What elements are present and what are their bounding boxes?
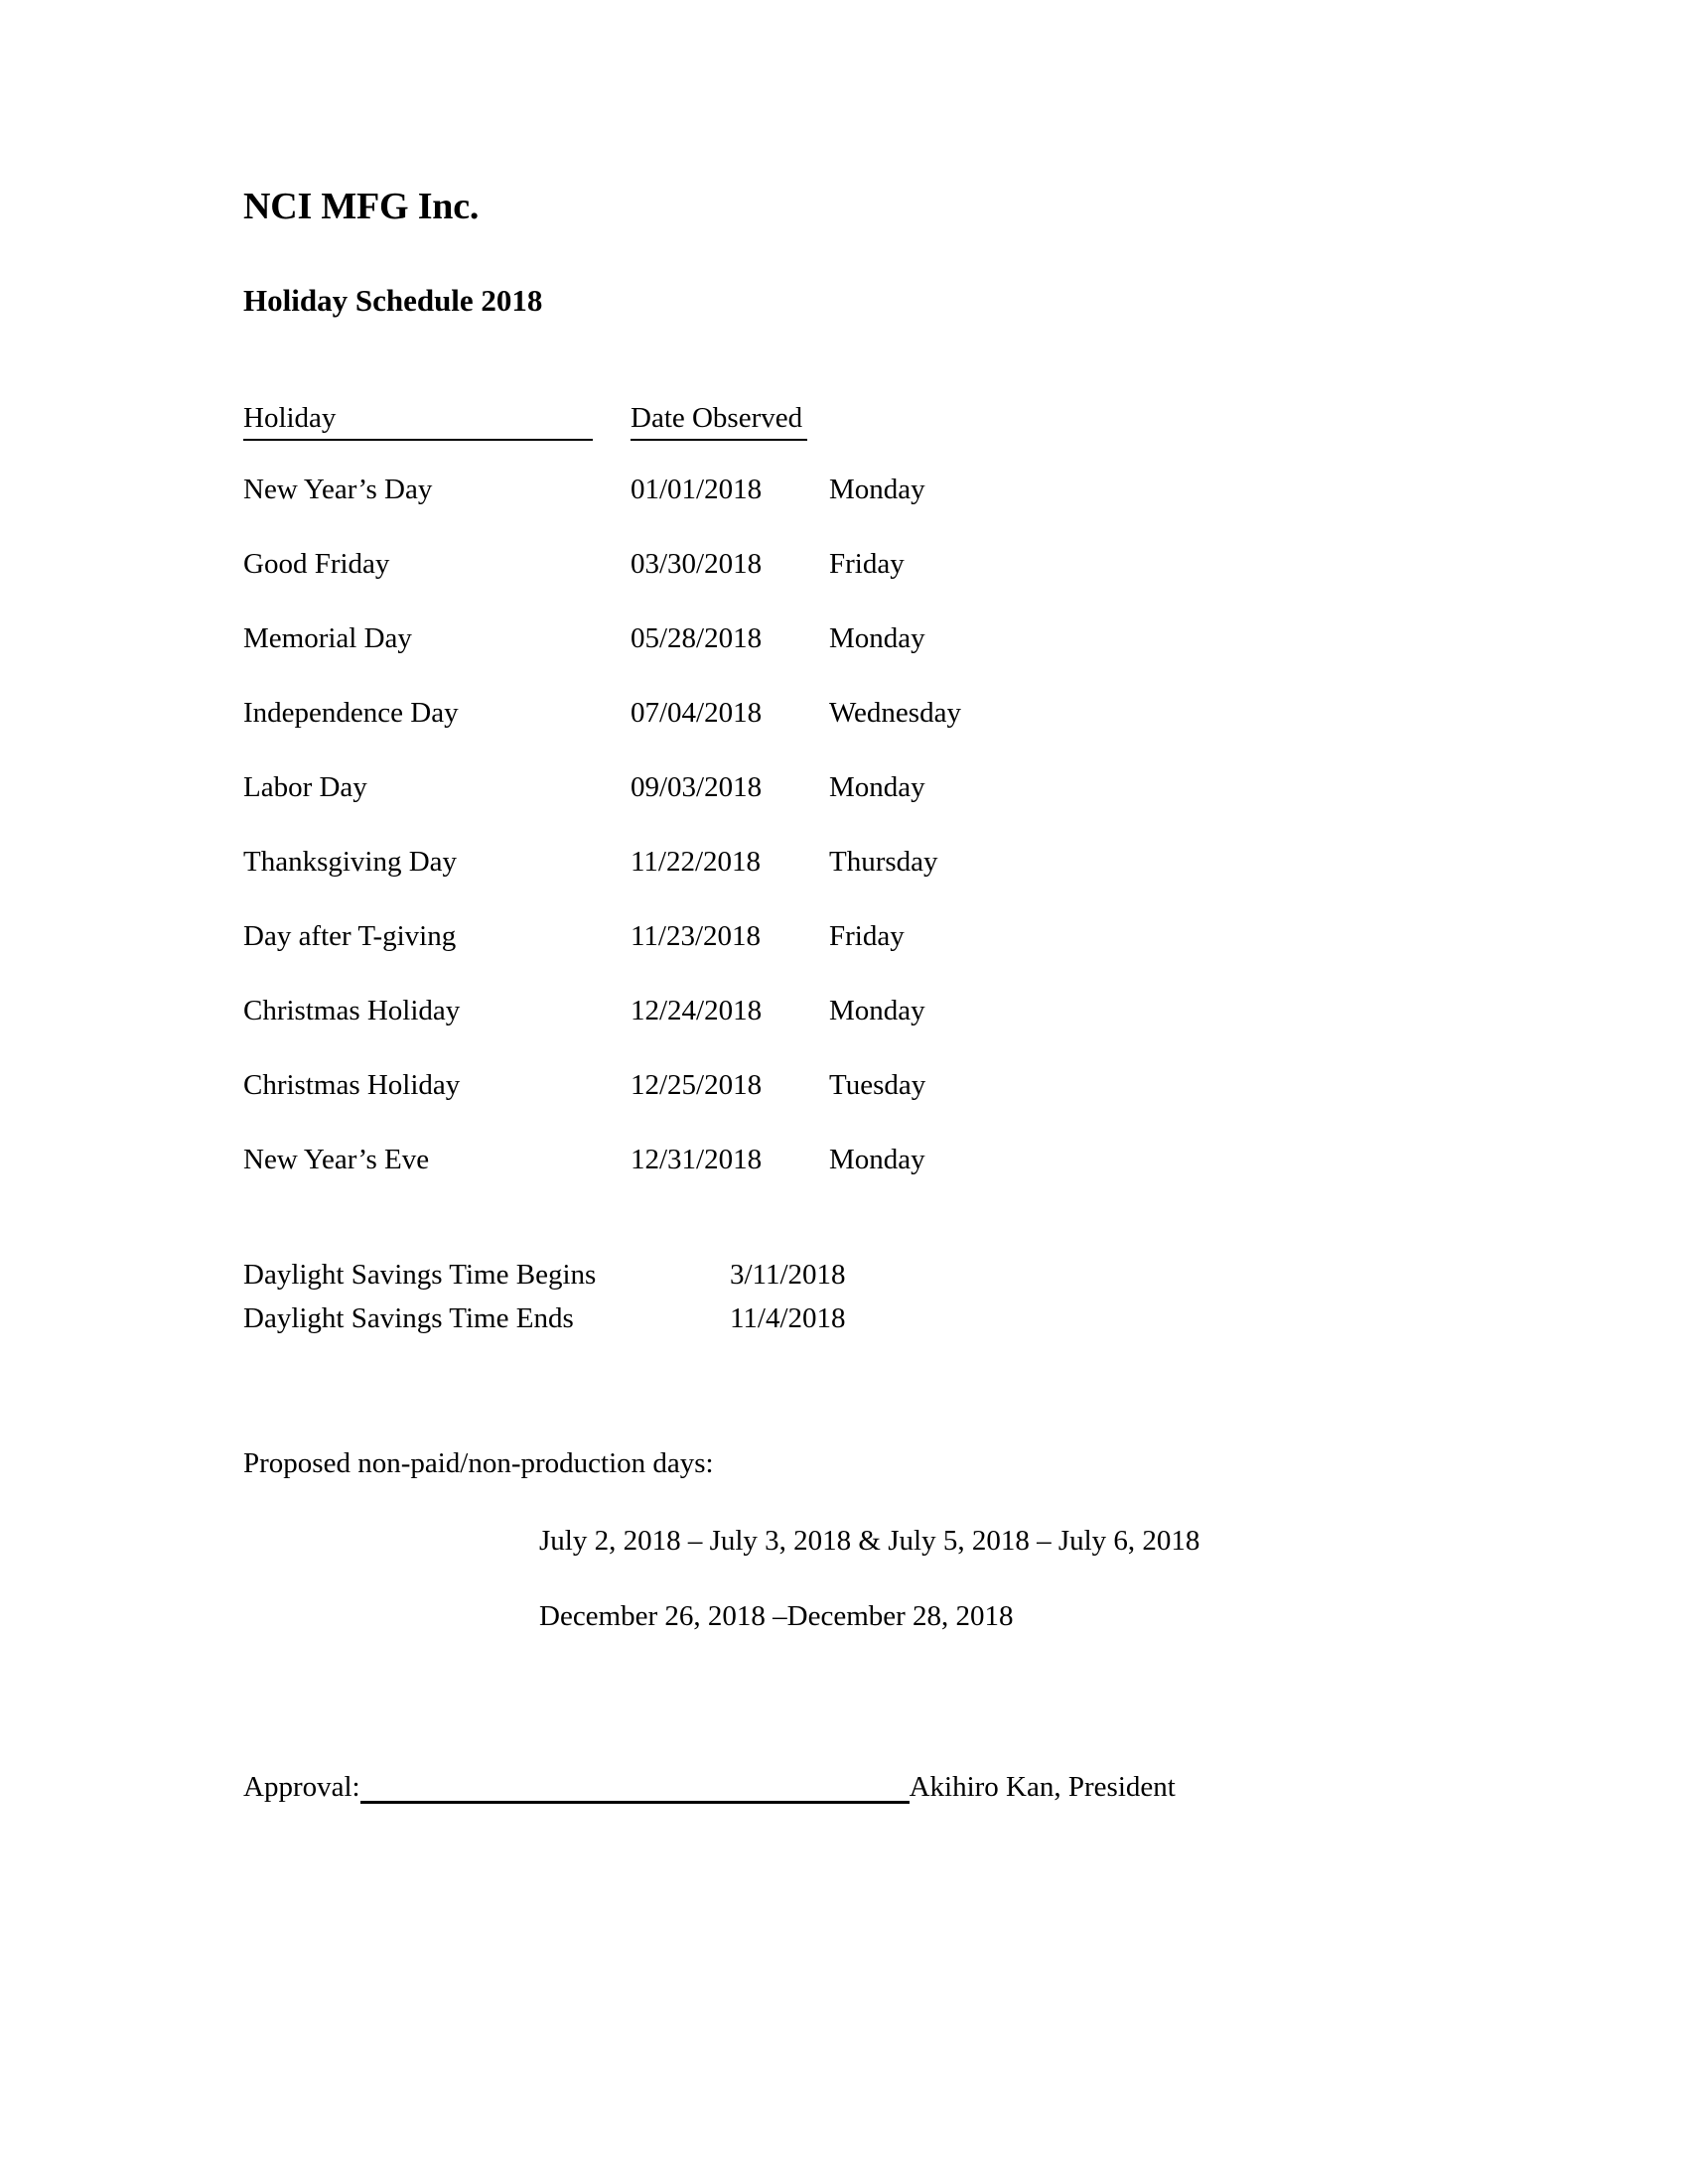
cell-date: 07/04/2018 (631, 697, 763, 729)
table-row (243, 545, 1435, 619)
cell-holiday: Christmas Holiday (243, 995, 461, 1026)
holiday-schedule-table (243, 399, 1435, 1215)
cell-date: 12/31/2018 (631, 1144, 763, 1175)
cell-day: Friday (829, 920, 905, 952)
cell-holiday: Labor Day (243, 771, 367, 803)
daylight-savings-section (243, 1253, 1435, 1340)
cell-day: Monday (829, 1144, 925, 1175)
company-title: NCI MFG Inc. (243, 186, 480, 227)
column-header-holiday (243, 399, 593, 441)
table-row (243, 768, 1435, 843)
approval-label: Approval: (243, 1771, 360, 1803)
cell-day: Monday (829, 622, 925, 654)
approval-signer-name: Akihiro Kan, President (909, 1771, 1176, 1803)
table-row (243, 917, 1435, 992)
cell-holiday: Christmas Holiday (243, 1069, 461, 1101)
cell-date: 05/28/2018 (631, 622, 763, 654)
cell-date: 11/23/2018 (631, 920, 762, 952)
page-title: Holiday Schedule 2018 (243, 283, 543, 318)
table-header-row (243, 399, 1435, 471)
cell-day: Monday (829, 771, 925, 803)
cell-holiday: New Year’s Day (243, 474, 433, 505)
cell-day: Monday (829, 474, 925, 505)
daylight-savings-label: Daylight Savings Time Begins (243, 1259, 597, 1291)
cell-day: Wednesday (829, 697, 961, 729)
cell-holiday: Thanksgiving Day (243, 846, 458, 878)
cell-day: Friday (829, 548, 905, 580)
daylight-savings-date: 3/11/2018 (730, 1259, 846, 1291)
table-row (243, 471, 1435, 545)
cell-day: Monday (829, 995, 925, 1026)
cell-date: 01/01/2018 (631, 474, 763, 505)
cell-holiday: New Year’s Eve (243, 1144, 430, 1175)
table-row (243, 1066, 1435, 1141)
column-header-date-observed (631, 399, 807, 441)
cell-holiday: Memorial Day (243, 622, 412, 654)
proposed-days-item: December 26, 2018 –December 28, 2018 (539, 1600, 1014, 1632)
daylight-savings-row (243, 1253, 1435, 1297)
cell-holiday: Day after T-giving (243, 920, 457, 952)
cell-holiday: Independence Day (243, 697, 459, 729)
column-header-holiday-label: Holiday (243, 399, 593, 441)
approval-line (243, 1771, 1176, 1804)
signature-line[interactable] (360, 1771, 910, 1804)
table-row (243, 992, 1435, 1066)
table-row (243, 1141, 1435, 1215)
cell-date: 11/22/2018 (631, 846, 762, 878)
daylight-savings-row (243, 1297, 1435, 1340)
cell-holiday: Good Friday (243, 548, 390, 580)
cell-day: Thursday (829, 846, 938, 878)
daylight-savings-label: Daylight Savings Time Ends (243, 1302, 574, 1334)
table-row (243, 694, 1435, 768)
proposed-days-item: July 2, 2018 – July 3, 2018 & July 5, 2018 – July 6, 2018 (539, 1525, 1200, 1557)
cell-date: 12/25/2018 (631, 1069, 763, 1101)
table-row (243, 843, 1435, 917)
daylight-savings-date: 11/4/2018 (730, 1302, 846, 1334)
cell-day: Tuesday (829, 1069, 926, 1101)
column-header-date-observed-label: Date Observed (631, 399, 807, 441)
cell-date: 03/30/2018 (631, 548, 763, 580)
cell-date: 09/03/2018 (631, 771, 763, 803)
proposed-days-heading: Proposed non-paid/non-production days: (243, 1447, 714, 1479)
cell-date: 12/24/2018 (631, 995, 763, 1026)
table-row (243, 619, 1435, 694)
